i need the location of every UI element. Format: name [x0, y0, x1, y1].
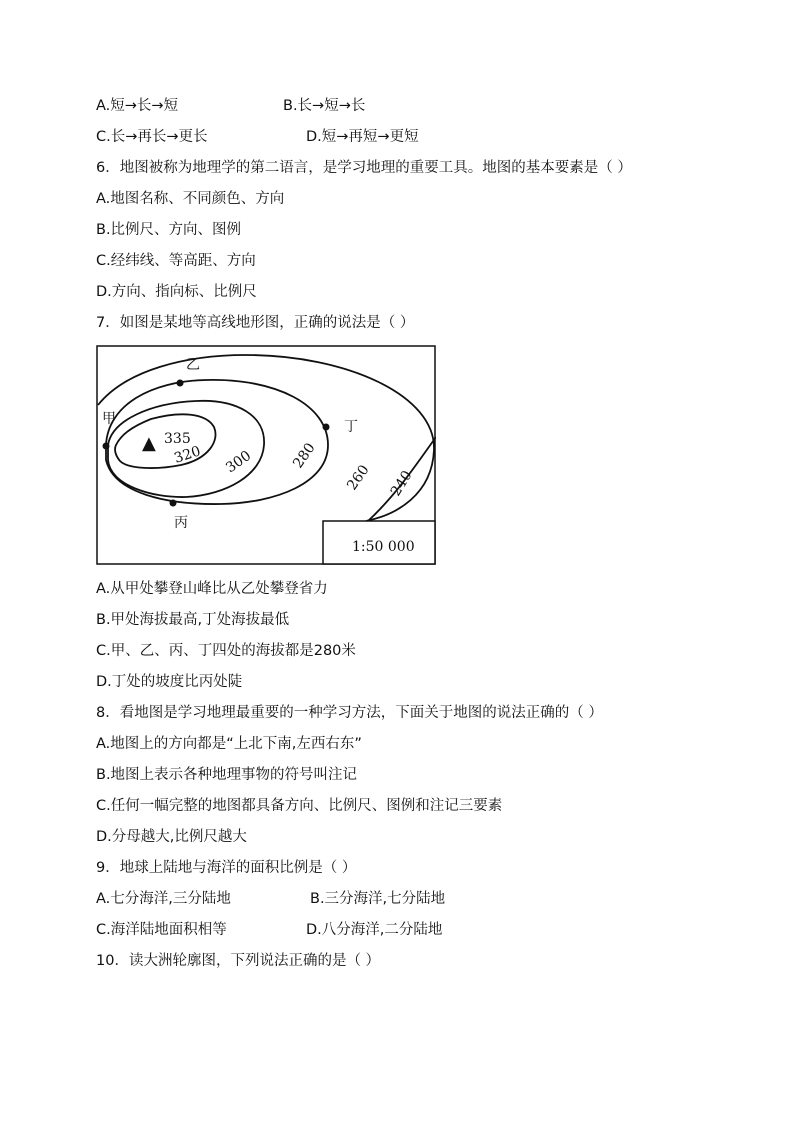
- contour-label-280: 280: [290, 440, 319, 472]
- q7-option-d: D.丁处的坡度比丙处陡: [96, 674, 243, 690]
- q5-option-a: A.短→长→短: [96, 98, 179, 114]
- label-yi: 乙: [186, 357, 200, 373]
- q5-option-b: B.长→短→长: [283, 98, 366, 114]
- point-yi: [177, 380, 184, 387]
- point-jia: [103, 443, 110, 450]
- q9-option-a: A.七分海洋,三分陆地: [96, 891, 231, 907]
- q7-option-b: B.甲处海拔最高,丁处海拔最低: [96, 612, 290, 628]
- point-bing: [170, 500, 177, 507]
- q7-option-a: A.从甲处攀登山峰比从乙处攀登省力: [96, 581, 328, 597]
- contour-label-260: 260: [344, 462, 373, 494]
- q6-option-b: B.比例尺、方向、图例: [96, 222, 242, 238]
- question-10: 10．读大洲轮廓图，下列说法正确的是（ ）: [96, 953, 381, 969]
- peak-triangle-icon: ▲: [142, 433, 156, 454]
- label-jia: 甲: [102, 411, 116, 427]
- q8-option-c: C.任何一幅完整的地图都具备方向、比例尺、图例和注记三要素: [96, 798, 503, 814]
- scale-text: 1:50 000: [352, 539, 415, 555]
- contour-map: [96, 345, 436, 565]
- point-ding: [323, 424, 330, 431]
- q7-option-c: C.甲、乙、丙、丁四处的海拔都是280米: [96, 643, 356, 659]
- contour-label-240: 240: [387, 467, 416, 500]
- q8-option-b: B.地图上表示各种地理事物的符号叫注记: [96, 767, 358, 783]
- contour-label-320: 320: [172, 443, 203, 467]
- contour-label-300: 300: [223, 447, 255, 477]
- q5-option-d: D.短→再短→更短: [306, 129, 419, 145]
- q8-option-a: A.地图上的方向都是“上北下南,左西右东”: [96, 736, 362, 752]
- q9-option-d: D.八分海洋,二分陆地: [306, 922, 443, 938]
- peak-elevation: 335: [164, 431, 191, 447]
- question-7: 7．如图是某地等高线地形图，正确的说法是（ ）: [96, 315, 415, 331]
- q5-option-c: C.长→再长→更长: [96, 129, 208, 145]
- q6-option-d: D.方向、指向标、比例尺: [96, 284, 257, 300]
- q6-option-a: A.地图名称、不同颜色、方向: [96, 191, 285, 207]
- question-9: 9．地球上陆地与海洋的面积比例是（ ）: [96, 860, 357, 876]
- contour-map-figure: [96, 345, 436, 565]
- q6-option-c: C.经纬线、等高距、方向: [96, 253, 256, 269]
- question-8: 8．看地图是学习地理最重要的一种学习方法，下面关于地图的说法正确的（ ）: [96, 705, 603, 721]
- q9-option-b: B.三分海洋,七分陆地: [310, 891, 446, 907]
- q9-option-c: C.海洋陆地面积相等: [96, 922, 227, 938]
- label-bing: 丙: [174, 515, 188, 531]
- question-6: 6．地图被称为地理学的第二语言，是学习地理的重要工具。地图的基本要素是（ ）: [96, 160, 632, 176]
- label-ding: 丁: [344, 419, 358, 435]
- q8-option-d: D.分母越大,比例尺越大: [96, 829, 247, 845]
